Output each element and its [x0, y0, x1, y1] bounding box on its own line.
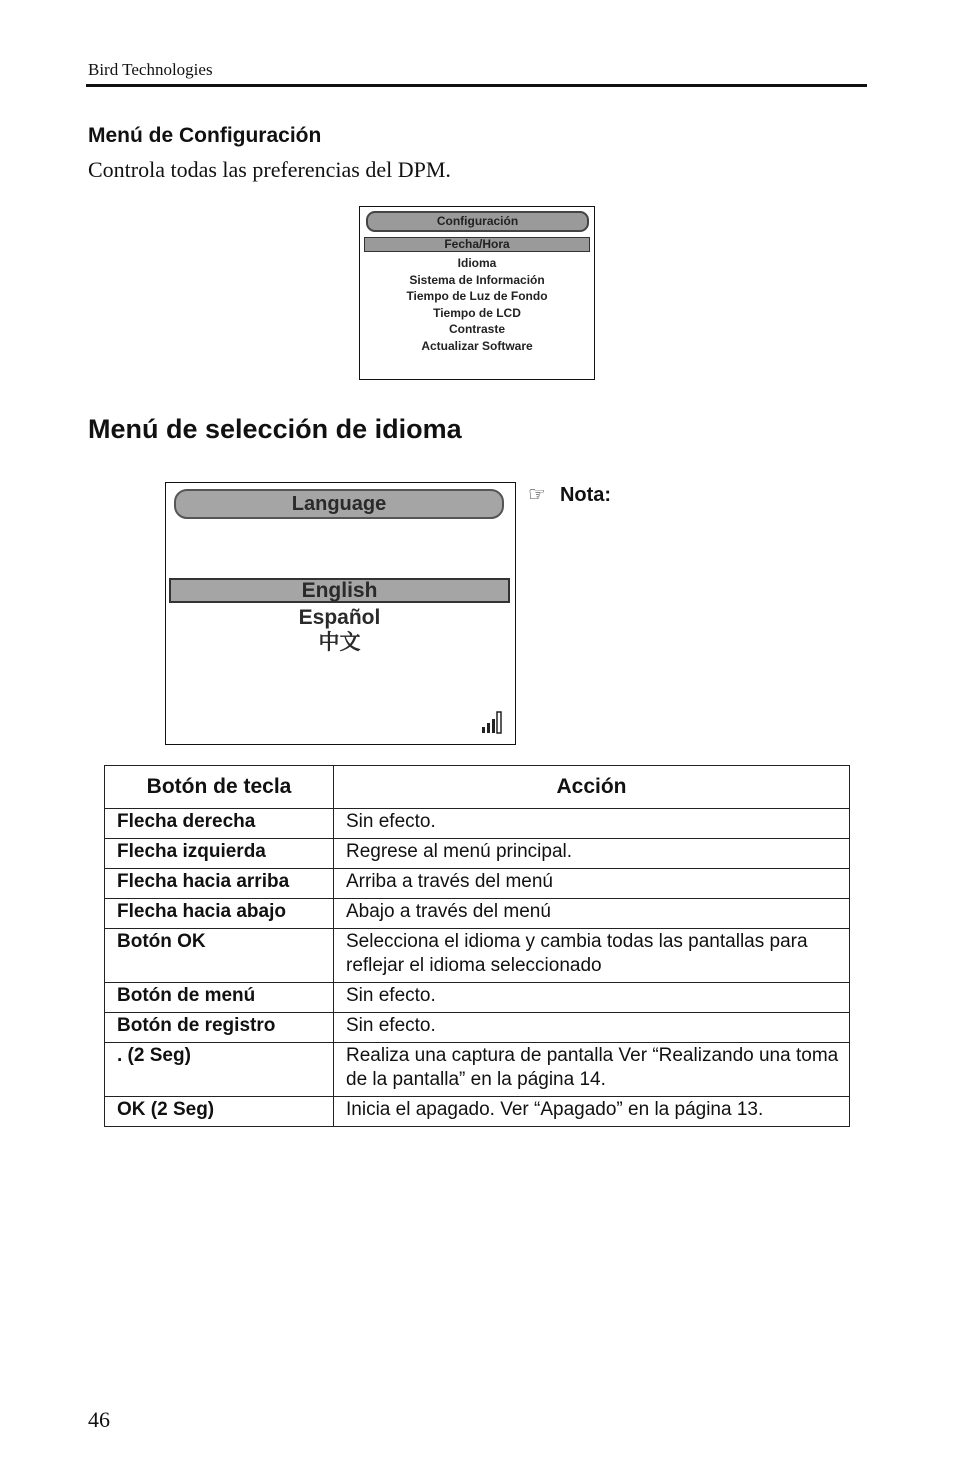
- table-row: [105, 1013, 850, 1043]
- action-cell: Regrese al menú principal.: [334, 839, 850, 869]
- key-cell: Botón de menú: [105, 983, 334, 1013]
- signal-strength-icon: [481, 710, 503, 734]
- config-menu-item: Tiempo de LCD: [433, 305, 521, 320]
- table-row: [105, 809, 850, 839]
- key-actions-table: [104, 765, 850, 1127]
- pointing-hand-icon: ☞: [528, 482, 546, 506]
- header-rule: [86, 84, 867, 87]
- config-menu-heading: Menú de Configuración: [88, 124, 322, 147]
- column-header: Botón de tecla: [105, 766, 334, 809]
- running-header: Bird Technologies: [88, 60, 213, 79]
- table-row: [105, 1097, 850, 1127]
- table-row: [105, 839, 850, 869]
- table-row: [105, 869, 850, 899]
- table-row: [105, 929, 850, 983]
- config-menu-item: Actualizar Software: [421, 338, 533, 353]
- config-menu-item: Sistema de Información: [409, 272, 545, 287]
- action-cell: Sin efecto.: [334, 809, 850, 839]
- config-menu-item: Tiempo de Luz de Fondo: [406, 289, 548, 303]
- table-row: [105, 983, 850, 1013]
- language-menu-item: English: [169, 578, 510, 603]
- note: [528, 482, 611, 507]
- key-cell: Botón de registro: [105, 1013, 334, 1043]
- key-cell: . (2 Seg): [105, 1043, 334, 1097]
- action-cell: Inicia el apagado. Ver “Apagado” en la página 13.: [334, 1097, 850, 1127]
- config-menu-item: Contraste: [448, 322, 505, 336]
- note-label: Nota:: [559, 484, 612, 506]
- language-menu-item: 中文: [318, 631, 361, 654]
- language-screen-menu: [169, 578, 510, 655]
- config-screen-menu: [364, 237, 590, 354]
- key-cell: Botón OK: [105, 929, 334, 983]
- key-cell: Flecha hacia arriba: [105, 869, 334, 899]
- action-cell: Realiza una captura de pantalla Ver “Realizando una toma de la pantalla” en la página 14.: [334, 1043, 850, 1097]
- key-cell: OK (2 Seg): [105, 1097, 334, 1127]
- config-menu-item: Fecha/Hora: [364, 237, 590, 252]
- page-number: 46: [88, 1407, 110, 1432]
- language-menu-item: Español: [298, 606, 381, 629]
- column-header: Acción: [334, 766, 850, 809]
- table-header-row: [105, 766, 850, 809]
- config-screen-figure: [359, 206, 595, 380]
- config-menu-item: Idioma: [457, 256, 497, 270]
- table-row: [105, 1043, 850, 1097]
- language-screen-figure: [165, 482, 516, 745]
- table-row: [105, 899, 850, 929]
- action-cell: Selecciona el idioma y cambia todas las pantallas para reflejar el idioma seleccionado: [334, 929, 850, 983]
- config-menu-description: Controla todas las preferencias del DPM.: [88, 157, 451, 182]
- action-cell: Sin efecto.: [334, 1013, 850, 1043]
- key-cell: Flecha hacia abajo: [105, 899, 334, 929]
- action-cell: Sin efecto.: [334, 983, 850, 1013]
- key-cell: Flecha derecha: [105, 809, 334, 839]
- config-screen-title: Configuración: [366, 211, 589, 232]
- language-screen-title: Language: [174, 489, 504, 519]
- action-cell: Abajo a través del menú: [334, 899, 850, 929]
- action-cell: Arriba a través del menú: [334, 869, 850, 899]
- key-cell: Flecha izquierda: [105, 839, 334, 869]
- language-menu-heading: Menú de selección de idioma: [88, 414, 462, 444]
